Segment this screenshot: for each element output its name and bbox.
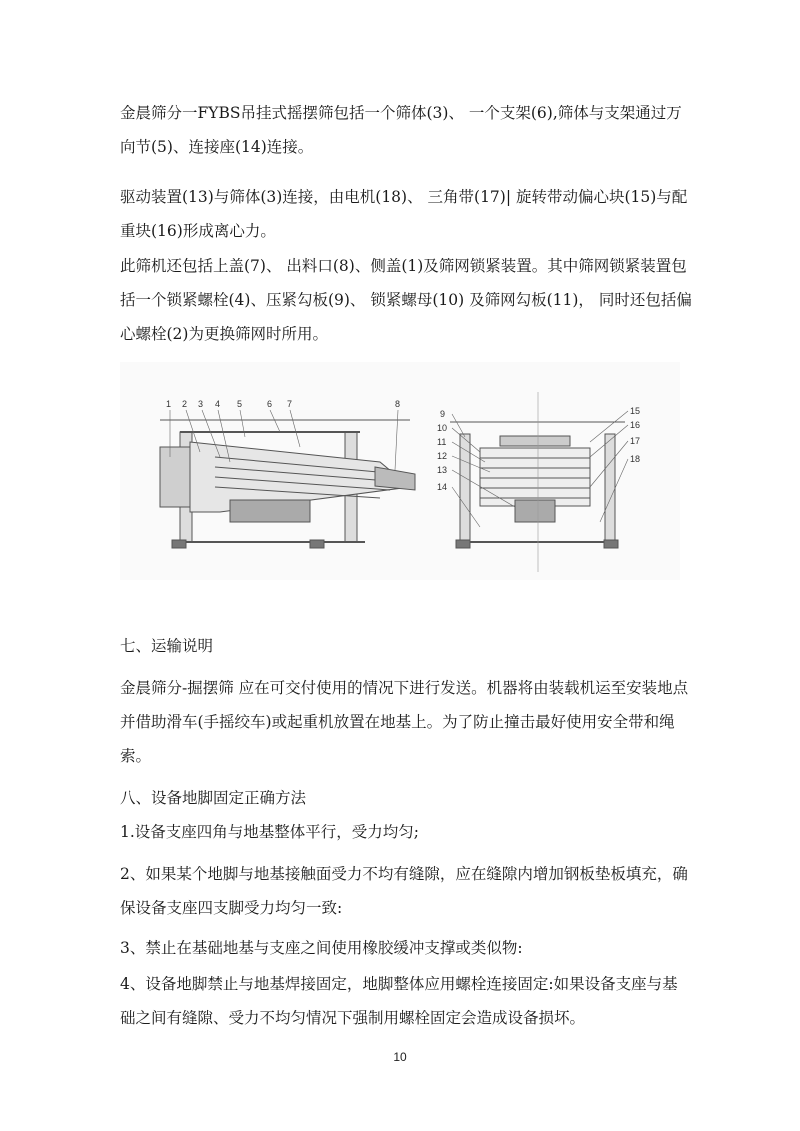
label-11: 11	[437, 437, 447, 447]
label-10: 10	[437, 423, 448, 433]
label-9: 9	[440, 409, 446, 419]
label-6: 6	[267, 399, 273, 409]
label-5: 5	[237, 399, 243, 409]
label-1: 1	[166, 399, 172, 409]
section8-item-4: 4、设备地脚禁止与地基焊接固定，地脚整体应用螺栓连接固定:如果设备支座与基础之间有缝隙、受力不均匀情况下强制用螺栓固定会造成设备损坏。	[120, 975, 678, 1027]
label-18: 18	[630, 454, 641, 464]
screen-machine-diagram	[120, 362, 680, 580]
label-13: 13	[437, 465, 448, 475]
intro-paragraph-1: 金晨筛分一FYBS吊挂式摇摆筛包括一个筛体(3)、 一个支架(6),筛体与支架通过万向节(5)、连接座(14)连接。	[120, 104, 682, 156]
section8-item-3: 3、禁止在基础地基与支座之间使用橡胶缓冲支撑或类似物:	[120, 939, 523, 957]
label-4: 4	[215, 399, 221, 409]
section7-body: 金晨筛分-掘摆筛 应在可交付使用的情况下进行发送。机器将由装载机运至安装地点并借助滑车(手摇绞车)或起重机放置在地基上。为了防止撞击最好使用安全带和绳索。	[120, 679, 689, 765]
label-7: 7	[287, 399, 293, 409]
section8-item-1: 1.设备支座四角与地基整体平行，受力均匀;	[120, 823, 420, 841]
intro-paragraph-3: 此筛机还包括上盖(7)、 出料口(8)、侧盖(1)及筛网锁紧装置。其中筛网锁紧装置包括一个锁紧螺栓(4)、压紧勾板(9)、 锁紧螺母(10) 及筛网勾板(11)， 同时还包括偏心螺栓(2)为更换筛网时所用。	[120, 257, 692, 343]
page-number: 10	[393, 1050, 407, 1064]
label-16: 16	[630, 420, 641, 430]
label-14: 14	[437, 482, 448, 492]
section8-item-2: 2、如果某个地脚与地基接触面受力不均有缝隙，应在缝隙内增加钢板垫板填充，确保设备支座四支脚受力均匀一致:	[120, 865, 688, 917]
section8-heading: 八、设备地脚固定正确方法	[120, 789, 307, 807]
diagram-svg	[120, 362, 680, 580]
label-8: 8	[395, 399, 401, 409]
intro-paragraph-2: 驱动装置(13)与筛体(3)连接，由电机(18)、 三角带(17)| 旋转带动偏心块(15)与配重块(16)形成离心力。	[120, 188, 688, 240]
label-3: 3	[198, 399, 204, 409]
section7-heading: 七、运输说明	[120, 637, 214, 655]
label-17: 17	[630, 436, 641, 446]
label-15: 15	[630, 406, 641, 416]
label-2: 2	[182, 399, 188, 409]
label-12: 12	[437, 451, 448, 461]
